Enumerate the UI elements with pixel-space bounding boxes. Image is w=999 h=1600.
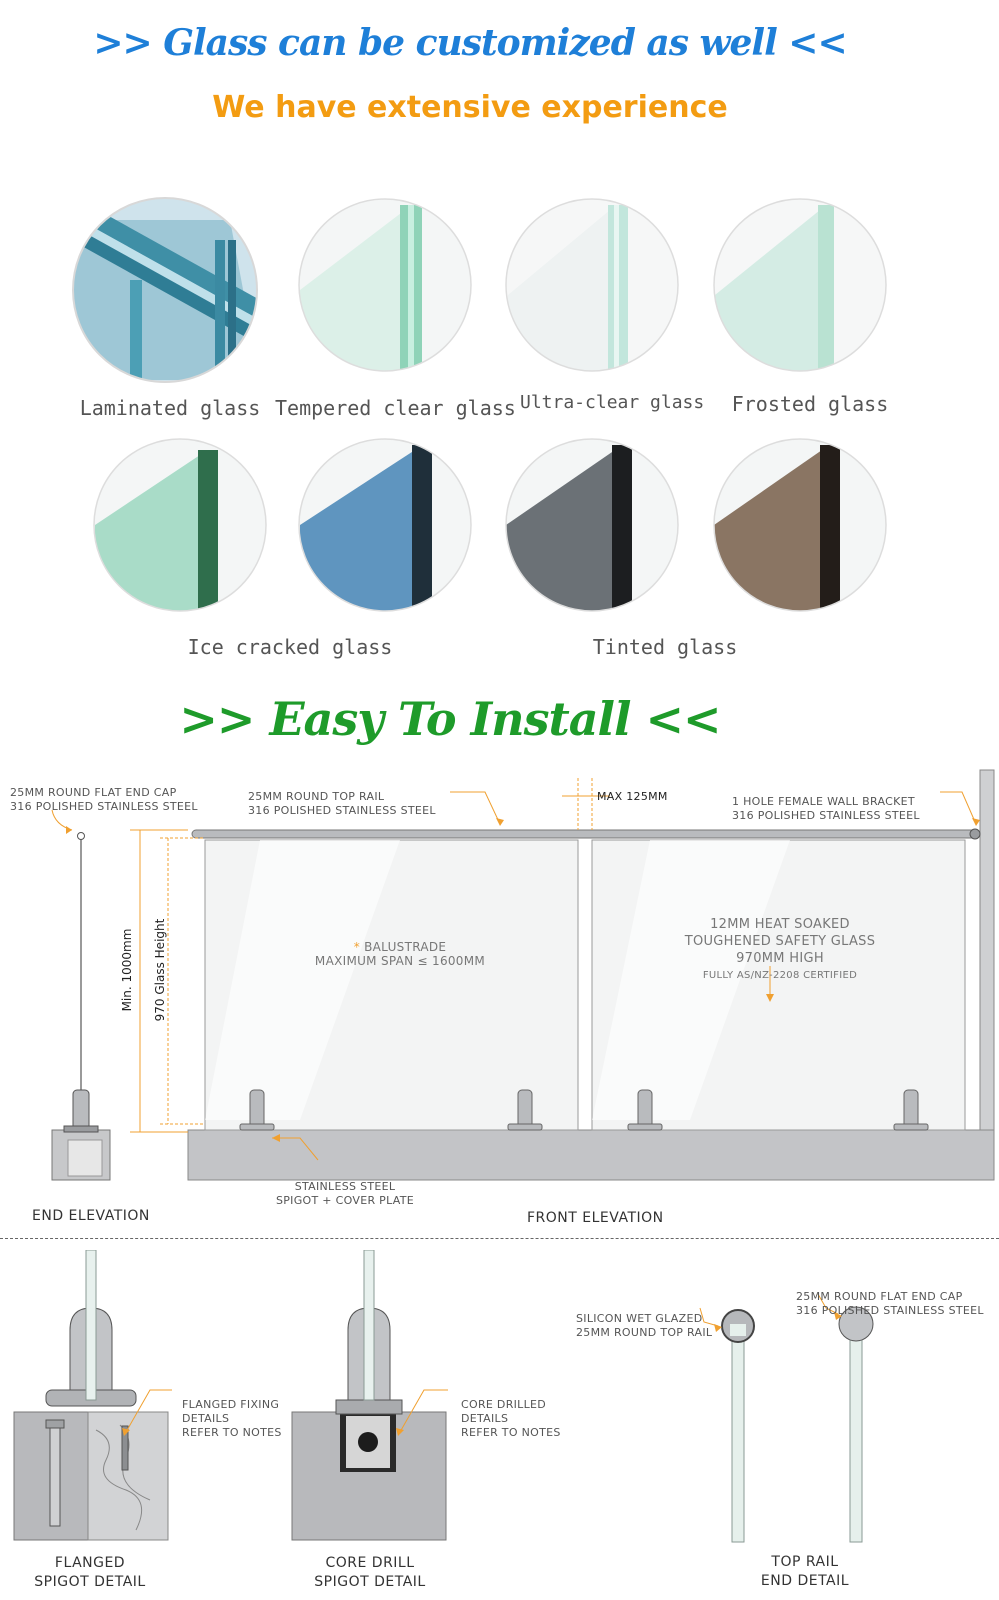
- front-elevation-label: FRONT ELEVATION: [527, 1210, 664, 1226]
- core-drilled-note: CORE DRILLED DETAILS REFER TO NOTES: [461, 1398, 561, 1439]
- spigot-note: STAINLESS STEEL SPIGOT + COVER PLATE: [275, 1180, 415, 1207]
- wall-bracket-note: 1 HOLE FEMALE WALL BRACKET 316 POLISHED STAINLESS STEEL: [732, 795, 920, 822]
- section-divider: [0, 1238, 999, 1239]
- top-rail-end-caption: TOP RAIL END DETAIL: [760, 1554, 850, 1589]
- flanged-spigot-caption: FLANGED SPIGOT DETAIL: [34, 1555, 146, 1590]
- laminated-glass-sample: [60, 198, 260, 400]
- end-cap-note: 25MM ROUND FLAT END CAP 316 POLISHED STAINLESS STEEL: [10, 786, 198, 813]
- flanged-fixing-note: FLANGED FIXING DETAILS REFER TO NOTES: [182, 1398, 282, 1439]
- ultra-clear-glass-label: Ultra-clear glass: [520, 392, 705, 413]
- bronze-tinted-glass-sample: [714, 439, 886, 630]
- max-gap-note: MAX 125MM: [597, 790, 668, 803]
- detail-end-cap-note: 25MM ROUND FLAT END CAP 316 POLISHED STAINLESS STEEL: [796, 1290, 984, 1317]
- grey-tinted-glass-sample: [506, 439, 678, 630]
- silicon-glazed-note: SILICON WET GLAZED 25MM ROUND TOP RAIL: [576, 1312, 713, 1339]
- customized-title: >> Glass can be customized as well <<: [93, 22, 847, 64]
- laminated-glass-label: Laminated glass: [79, 396, 261, 420]
- glass-spec-note: 12MM HEAT SOAKED TOUGHENED SAFETY GLASS 970MM HIGH FULLY AS/NZ-2208 CERTIFIED: [684, 917, 876, 981]
- elevation-drawing: [0, 760, 999, 1240]
- top-rail-note: 25MM ROUND TOP RAIL 316 POLISHED STAINLESS STEEL: [248, 790, 436, 817]
- tempered-glass-label: Tempered clear glass: [275, 396, 516, 420]
- min-height-dimension: Min. 1000mm: [120, 928, 134, 1012]
- ice-cracked-glass-sample: [94, 439, 266, 630]
- ice-cracked-glass-label: Ice cracked glass: [187, 635, 393, 659]
- balustrade-note: * BALUSTRADE MAXIMUM SPAN ≤ 1600MM: [314, 940, 486, 968]
- end-elevation-label: END ELEVATION: [32, 1208, 150, 1224]
- frosted-glass-label: Frosted glass: [731, 392, 889, 416]
- core-drill-caption: CORE DRILL SPIGOT DETAIL: [314, 1555, 426, 1590]
- tempered-glass-sample: [299, 199, 471, 385]
- tinted-glass-label: Tinted glass: [592, 635, 738, 659]
- ultra-clear-glass-sample: [506, 199, 678, 385]
- frosted-glass-sample: [714, 199, 886, 385]
- install-title: >> Easy To Install <<: [179, 692, 721, 746]
- glass-height-dimension: 970 Glass Height: [153, 918, 167, 1022]
- experience-subtitle: We have extensive experience: [212, 90, 728, 125]
- blue-tinted-glass-sample: [299, 439, 471, 630]
